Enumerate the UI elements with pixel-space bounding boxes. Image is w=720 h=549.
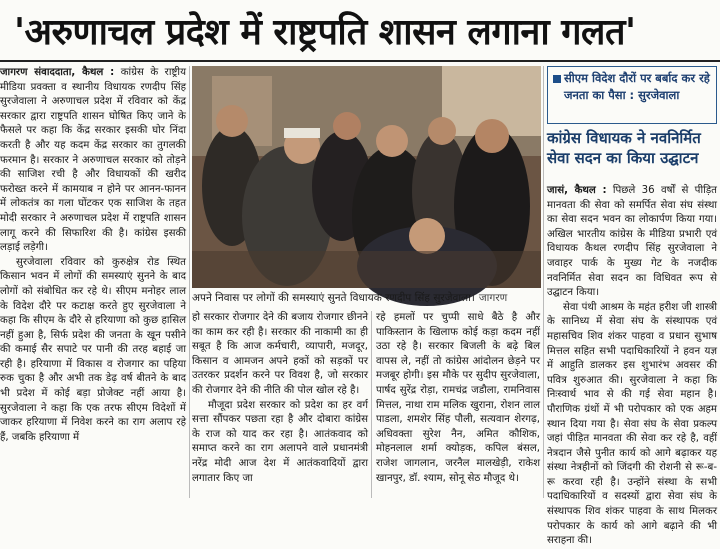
column-divider <box>371 311 372 498</box>
square-bullet-icon <box>553 75 561 83</box>
main-story-para-1: कांग्रेस के राष्ट्रीय मीडिया प्रवक्ता व स्थानीय विधायक रणदीप सिंह सुरजेवाला ने अरुणाचल प्रदेश में रविवार को केंद्र सरकार द्वारा राष्ट्रपति शासन घोषित किए जाने के फैसले पर कहा कि केंद्र सरकार इसकी घोर निंदा करती है और यह कदम केंद्र सरकार का तुगलकी फरमान है। सरकार ने अरुणाचल सरकार को तोड़ने की साजिश रची है और विधायकों की खरीद फरोख्त करने में कामयाब न होने पर आनन-फानन में लोकतंत्र का गला घोंटकर एक साजिश के तहत मोदी सरकार ने अरुणाचल प्रदेश में राष्ट्रपति शासन लागू करने की सिफारिश की है। कांग्रेस इसकी लड़ाई लड़ेगी। <box>0 67 186 254</box>
sub-headline: कांग्रेस विधायक ने नवनिर्मित सेवा सदन का किया उद्घाटन <box>547 129 701 167</box>
photo-caption <box>192 290 541 306</box>
sidebar-para-1: पिछले 36 वर्षों से पीड़ित मानवता की सेवा को समर्पित सेवा संघ संस्था का सेवा सदन भवन का लोकार्पण किया गया। अखिल भारतीय कांग्रेस के मीडिया प्रभारी एवं विधायक कैथल रणदीप सिंह सुरजेवाला ने जवाहर पार्क के मुख्य गेट के नजदीक नवनिर्मित सेवा सदन का विधिवत रूप से उद्घाटन किया। <box>547 185 717 299</box>
teaser-box <box>547 66 717 124</box>
news-photo <box>192 66 541 288</box>
main-story-para-3: हो सरकार रोजगार देने की बजाय रोजगार छीनने का काम कर रही है। सरकार की नाकामी का ही सबूत है कि आज कर्मचारी, व्यापारी, मजदूर, किसान व आमजन अपने हकों को सड़कों पर उतरकर प्रदर्शन करने पर विवश है, जो सरकार की रोजगार देने की नीति की पोल खोल रहे है। <box>192 312 368 396</box>
sidebar-story <box>547 184 717 547</box>
photo-illustration <box>192 66 541 288</box>
main-story-column-3 <box>192 311 368 498</box>
headline: 'अरुणाचल प्रदेश में राष्ट्रपति शासन लगाना गलत' <box>14 11 636 53</box>
main-story-para-5: रहे हमलों पर चुप्पी साधे बैठे है और पाकिस्तान के खिलाफ कोई कड़ा कदम नहीं उठा रहे है। सरकार बिजली के बढ़े बिल वापस ले, नहीं तो कांग्रेस आंदोलन छेड़ने पर मजबूर होगी। इस मौके पर सुदीप सुरजेवाला, पार्षद सुरेंद्र रोड़ा, रामचंद्र जडौला, रामनिवास मित्तल, नाथा राम मलिक खुराना, रोशन लाल पाडला, शमशेर सिंह पौली, सत्यवान शेरगढ़, अधिवक्ता सुरेश नैन, अमित कौशिक, मोहनलाल शर्मा क्योड़क, कपिल बंसल, राजेश जागलान, जरनैल मालखेड़ी, राकेश खानपुर, डॉ. श्याम, सोनू सेठ मौजूद थे। <box>376 312 540 484</box>
main-story-para-4: मौजूदा प्रदेश सरकार को प्रदेश का हर वर्ग सत्ता सौंपकर पछता रहा है और दोबारा कांग्रेस के राज को याद कर रहा है। आतंकवाद को समाप्त करने का राग अलापने वाले प्रधानमंत्री नरेंद्र मोदी आज देश में आतंकवादियों द्वारा लगातार किए जा <box>192 399 368 484</box>
teaser-text: सीएम विदेश दौरों पर बर्बाद कर रहे जनता का पैसा : सुरजेवाला <box>564 71 710 102</box>
main-story-para-2: सुरजेवाला रविवार को कुरुक्षेत्र रोड स्थित किसान भवन में लोगों की समस्याएं सुनने के बाद लोगों को संबोधित कर रहे थे। सीएम मनोहर लाल के विदेश दौरे पर कटाक्ष करते हुए सुरजेवाला ने कहा कि सीएम के दौरे से हरियाणा को कुछ हासिल नहीं हुआ है, सिर्फ प्रदेश की जनता के खून पसीने की कमाई सैर सपाटे पर पानी की तरह बहाई जा रही है। हरियाणा में विकास व रोजगार का पहिया रुक चुका है और अभी तक डेढ़ वर्ष बीतने के बाद भी प्रदेश में कोई बड़ा प्रोजेक्ट नहीं आया है। सुरजेवाला ने कहा कि एक तरफ सीएम विदेशों में जाकर हरियाणा में निवेश करने का राग अलाप रहे हैं, जबकि हरियाणा में <box>0 256 186 443</box>
column-divider <box>543 66 544 498</box>
sidebar-para-2: सेवा पंथी आश्रम के महंत हरीश जी शास्त्री के सानिध्य में सेवा संघ के संस्थापक एवं महासचिव शिव शंकर पाहवा व प्रधान सुभाष मित्तल सहित सभी पदाधिकारियों ने हवन यज्ञ में आहुति डालकर इस शुभारंभ अवसर की पवित्र शुरुआत की। सुरजेवाला ने कहा कि निःस्वार्थ भाव से की गई सेवा महान है। पौराणिक ग्रंथों में भी परोपकार को एक अहम स्थान दिया गया है। सेवा संघ के सेवा प्रकल्प जहां पीड़ित मानवता की सेवा कर रहे है, वहीं नेत्रदान जैसे पुनीत कार्य को आगे बढ़ाकर यह संस्था नेत्रहीनों को जिंदगी की रोशनी से रू-ब-रू करवा रही है। उन्होंने संस्था के सभी पदाधिकारियों व सदस्यों द्वारा सेवा संघ के संस्थापक शिव शंकर पाहवा के साथ मिलकर परोपकार के कार्य को आगे बढ़ाने की भी सराहना की। <box>547 301 717 547</box>
main-story-column-1 <box>0 66 186 498</box>
photo-credit: जागरण <box>478 292 508 304</box>
dateline: जागरण संवाददाता, कैथल : <box>0 67 115 78</box>
column-divider <box>189 66 190 498</box>
main-story-column-4 <box>376 311 540 498</box>
photo-caption-text: अपने निवास पर लोगों की समस्याएं सुनते विधायक रणदीप सिंह सुरजेवाला। <box>192 292 475 304</box>
sidebar-dateline: जासं, कैथल : <box>547 185 607 196</box>
headline-rule <box>0 60 720 62</box>
